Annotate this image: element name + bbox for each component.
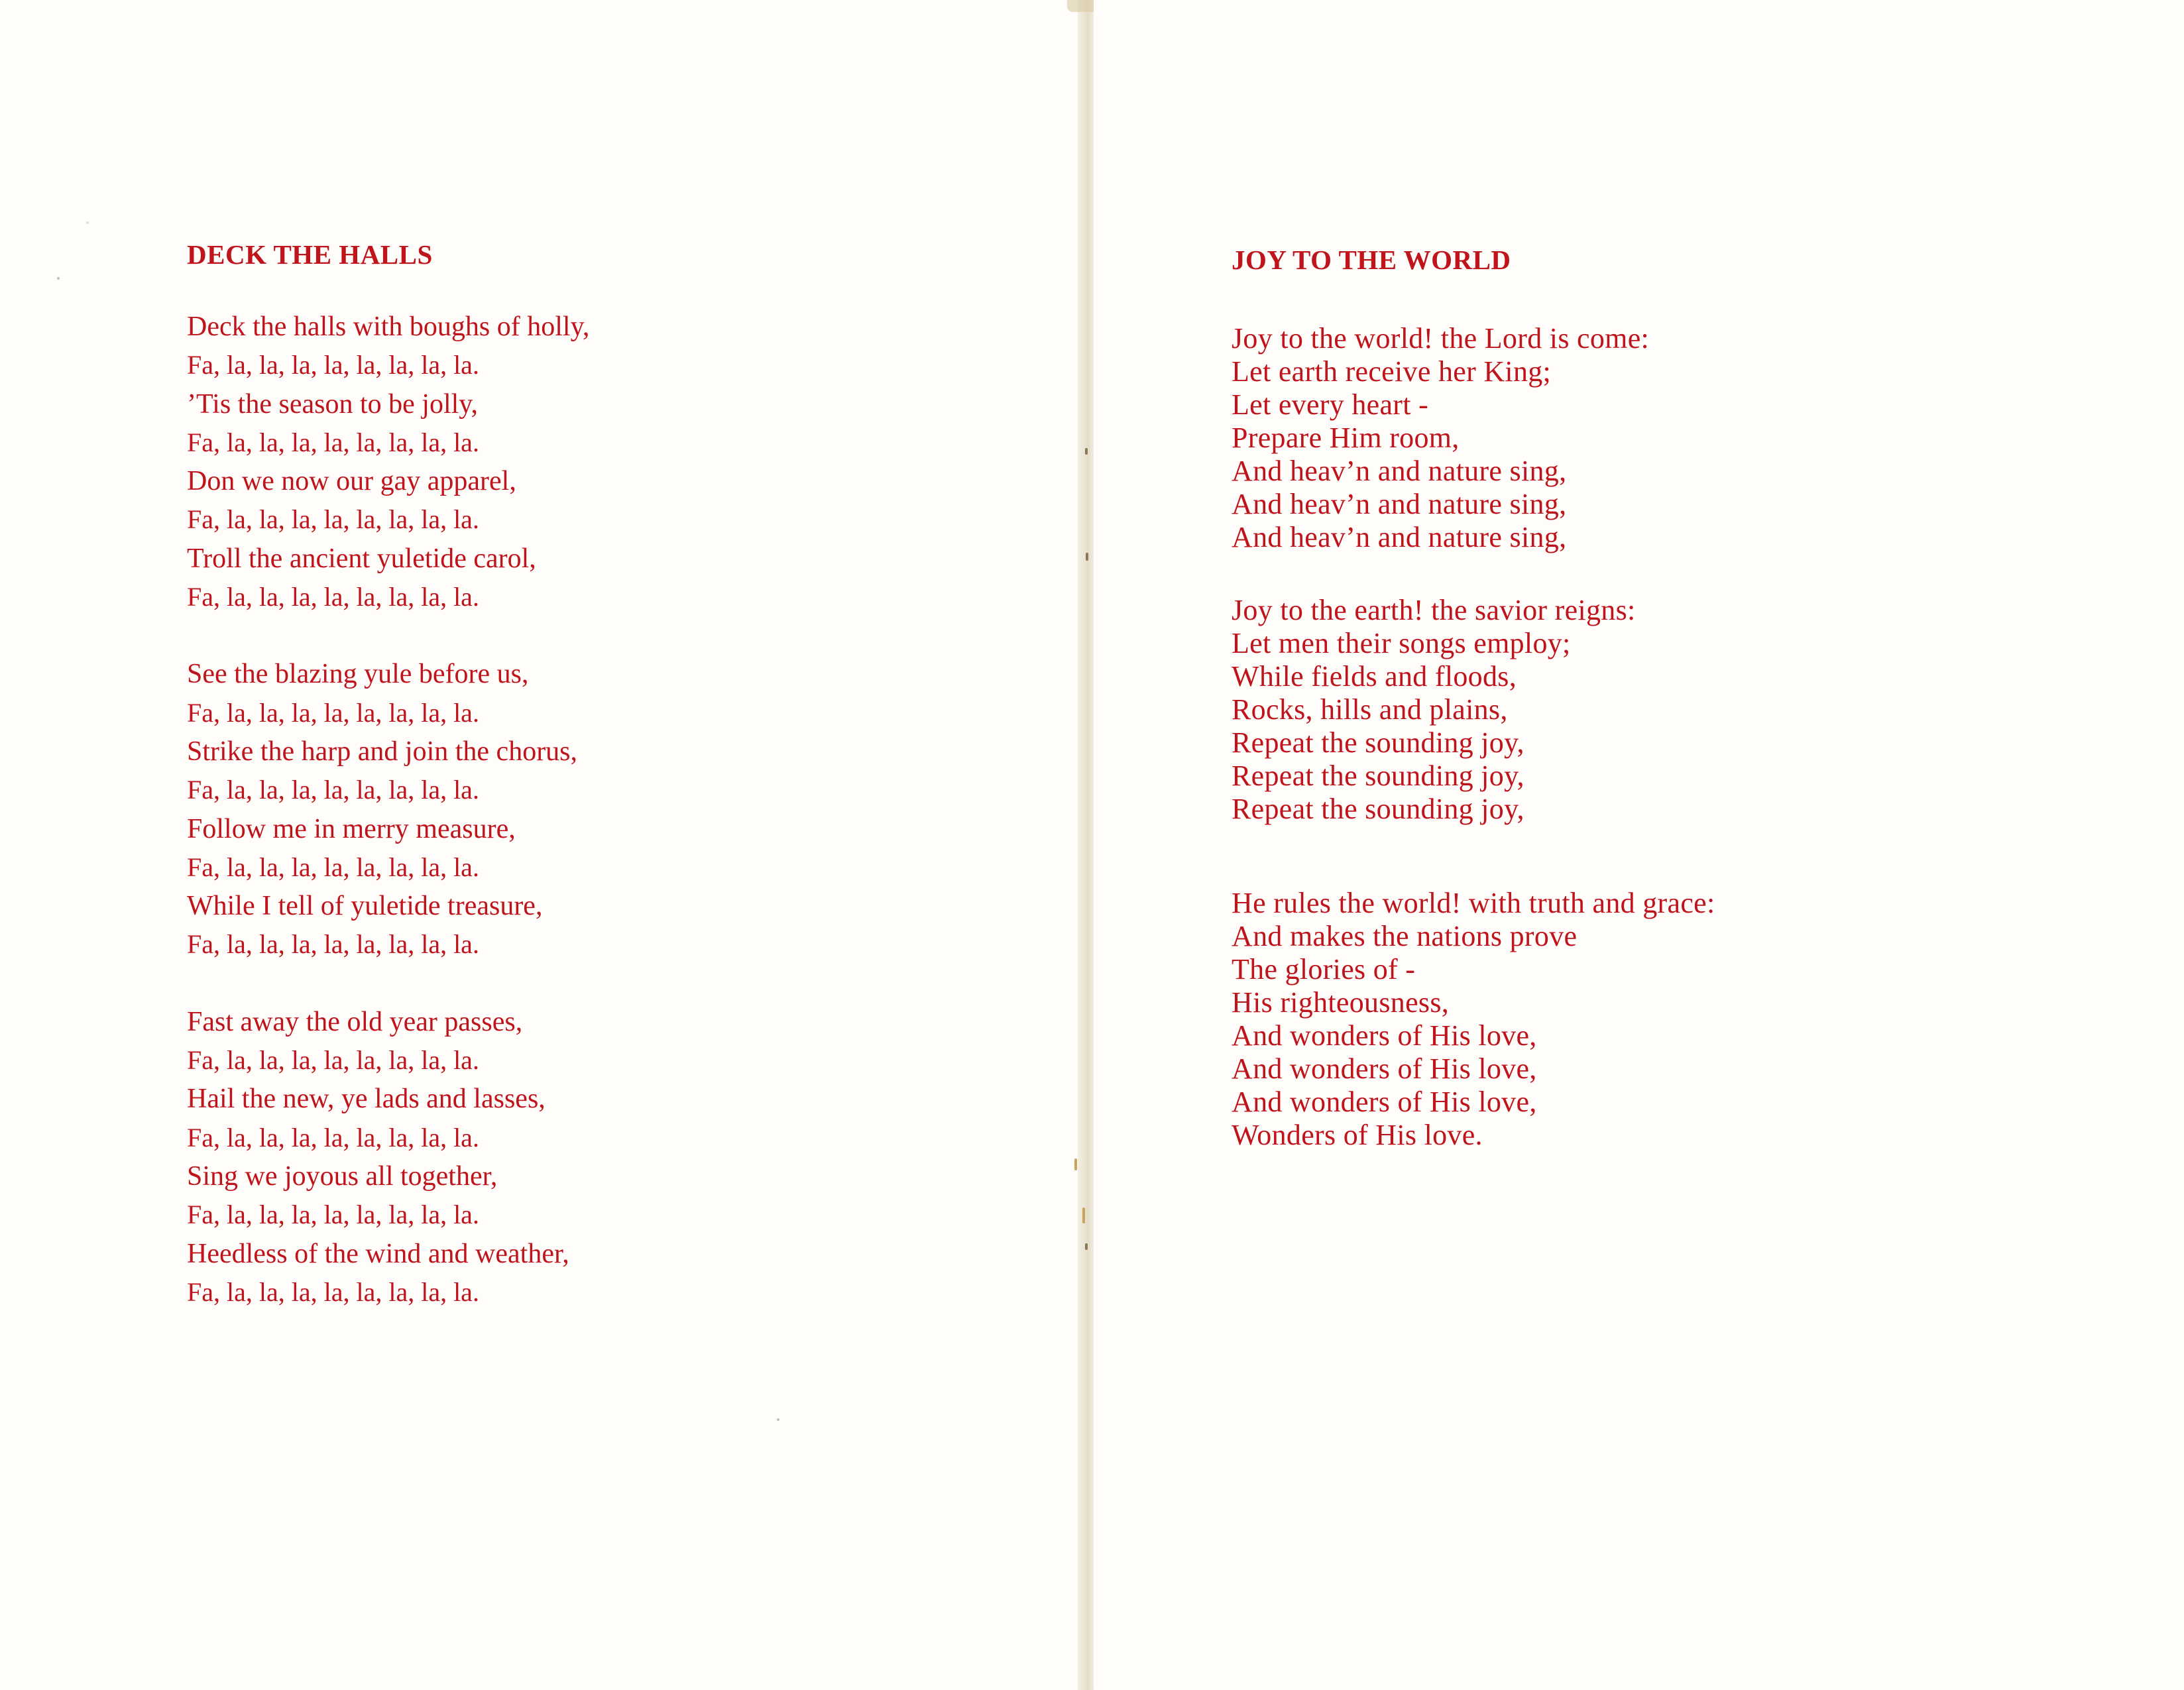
lyric-line: Troll the ancient yuletide carol, <box>187 543 536 574</box>
lyric-line: Let every heart - <box>1232 388 1429 421</box>
lyric-line: And wonders of His love, <box>1232 1086 1537 1118</box>
lyric-line: Hail the new, ye lads and lasses, <box>187 1084 546 1115</box>
binding-mark <box>1085 448 1088 455</box>
left-page <box>0 0 1079 1690</box>
right-page <box>1094 0 2184 1690</box>
refrain-line: Fa, la, la, la, la, la, la, la, la. <box>187 852 479 882</box>
lyric-line: While fields and floods, <box>1232 660 1517 693</box>
joy-to-the-world-song <box>1232 244 1715 1152</box>
lyric-line: His righteousness, <box>1232 986 1450 1019</box>
stanza-3 <box>187 1003 589 1312</box>
refrain-line: Fa, la, la, la, la, la, la, la, la. <box>187 504 479 535</box>
deck-the-halls-song <box>187 239 589 1350</box>
refrain-line: Fa, la, la, la, la, la, la, la, la. <box>187 350 479 380</box>
lyric-line: Fast away the old year passes, <box>187 1006 523 1037</box>
lyric-line: Follow me in merry measure, <box>187 813 516 844</box>
binding-mark <box>1085 1243 1088 1250</box>
lyric-line: Let men their songs employ; <box>1232 627 1571 659</box>
binding-mark <box>1082 1208 1085 1223</box>
lyric-line: And wonders of His love, <box>1232 1019 1537 1052</box>
lyric-line: Don we now our gay apparel, <box>187 466 516 497</box>
lyric-line: He rules the world! with truth and grace: <box>1232 887 1715 919</box>
lyric-line: Prepare Him room, <box>1232 422 1460 454</box>
stanza-2 <box>1232 594 1715 826</box>
refrain-line: Fa, la, la, la, la, la, la, la, la. <box>187 1045 479 1076</box>
lyric-line: Deck the halls with boughs of holly, <box>187 311 590 342</box>
lyric-line: Rocks, hills and plains, <box>1232 693 1508 726</box>
refrain-line: Fa, la, la, la, la, la, la, la, la. <box>187 929 479 960</box>
refrain-line: Fa, la, la, la, la, la, la, la, la. <box>187 1200 479 1230</box>
lyric-line: Repeat the sounding joy, <box>1232 793 1524 825</box>
lyric-line: And heav’n and nature sing, <box>1232 455 1567 487</box>
song-title: JOY TO THE WORLD <box>1232 245 1511 275</box>
lyric-line: Heedless of the wind and weather, <box>187 1238 569 1269</box>
refrain-line: Fa, la, la, la, la, la, la, la, la. <box>187 697 479 728</box>
stanza-2 <box>187 655 589 964</box>
lyric-line: And heav’n and nature sing, <box>1232 521 1567 553</box>
lyric-line: ’Tis the season to be jolly, <box>187 388 479 420</box>
lyric-line: Repeat the sounding joy, <box>1232 726 1524 759</box>
lyric-line: While I tell of yuletide treasure, <box>187 891 543 922</box>
stanza-1 <box>187 308 589 616</box>
lyric-line: Repeat the sounding joy, <box>1232 760 1524 792</box>
refrain-line: Fa, la, la, la, la, la, la, la, la. <box>187 1276 479 1307</box>
stanza-3 <box>1232 887 1715 1152</box>
binding-mark <box>1086 553 1088 561</box>
stanza-1 <box>1232 322 1715 554</box>
lyric-line: And makes the nations prove <box>1232 920 1578 952</box>
lyric-line: Wonders of His love. <box>1232 1119 1483 1151</box>
lyric-line: And heav’n and nature sing, <box>1232 488 1567 520</box>
refrain-line: Fa, la, la, la, la, la, la, la, la. <box>187 582 479 612</box>
lyric-line: Joy to the world! the Lord is come: <box>1232 322 1650 355</box>
lyric-line: And wonders of His love, <box>1232 1052 1537 1085</box>
refrain-line: Fa, la, la, la, la, la, la, la, la. <box>187 427 479 457</box>
lyric-line: The glories of - <box>1232 953 1416 986</box>
paper-speck <box>57 277 60 280</box>
binding-mark <box>1074 1158 1077 1170</box>
lyric-line: Strike the harp and join the chorus, <box>187 736 578 767</box>
paper-speck <box>86 221 89 224</box>
paper-speck <box>777 1418 779 1421</box>
song-title: DECK THE HALLS <box>187 239 433 270</box>
lyric-line: Sing we joyous all together, <box>187 1160 498 1192</box>
lyric-line: Joy to the earth! the savior reigns: <box>1232 594 1636 626</box>
refrain-line: Fa, la, la, la, la, la, la, la, la. <box>187 775 479 805</box>
book-gutter <box>1078 0 1095 1690</box>
lyric-line: Let earth receive her King; <box>1232 355 1552 388</box>
refrain-line: Fa, la, la, la, la, la, la, la, la. <box>187 1122 479 1153</box>
lyric-line: See the blazing yule before us, <box>187 659 529 690</box>
